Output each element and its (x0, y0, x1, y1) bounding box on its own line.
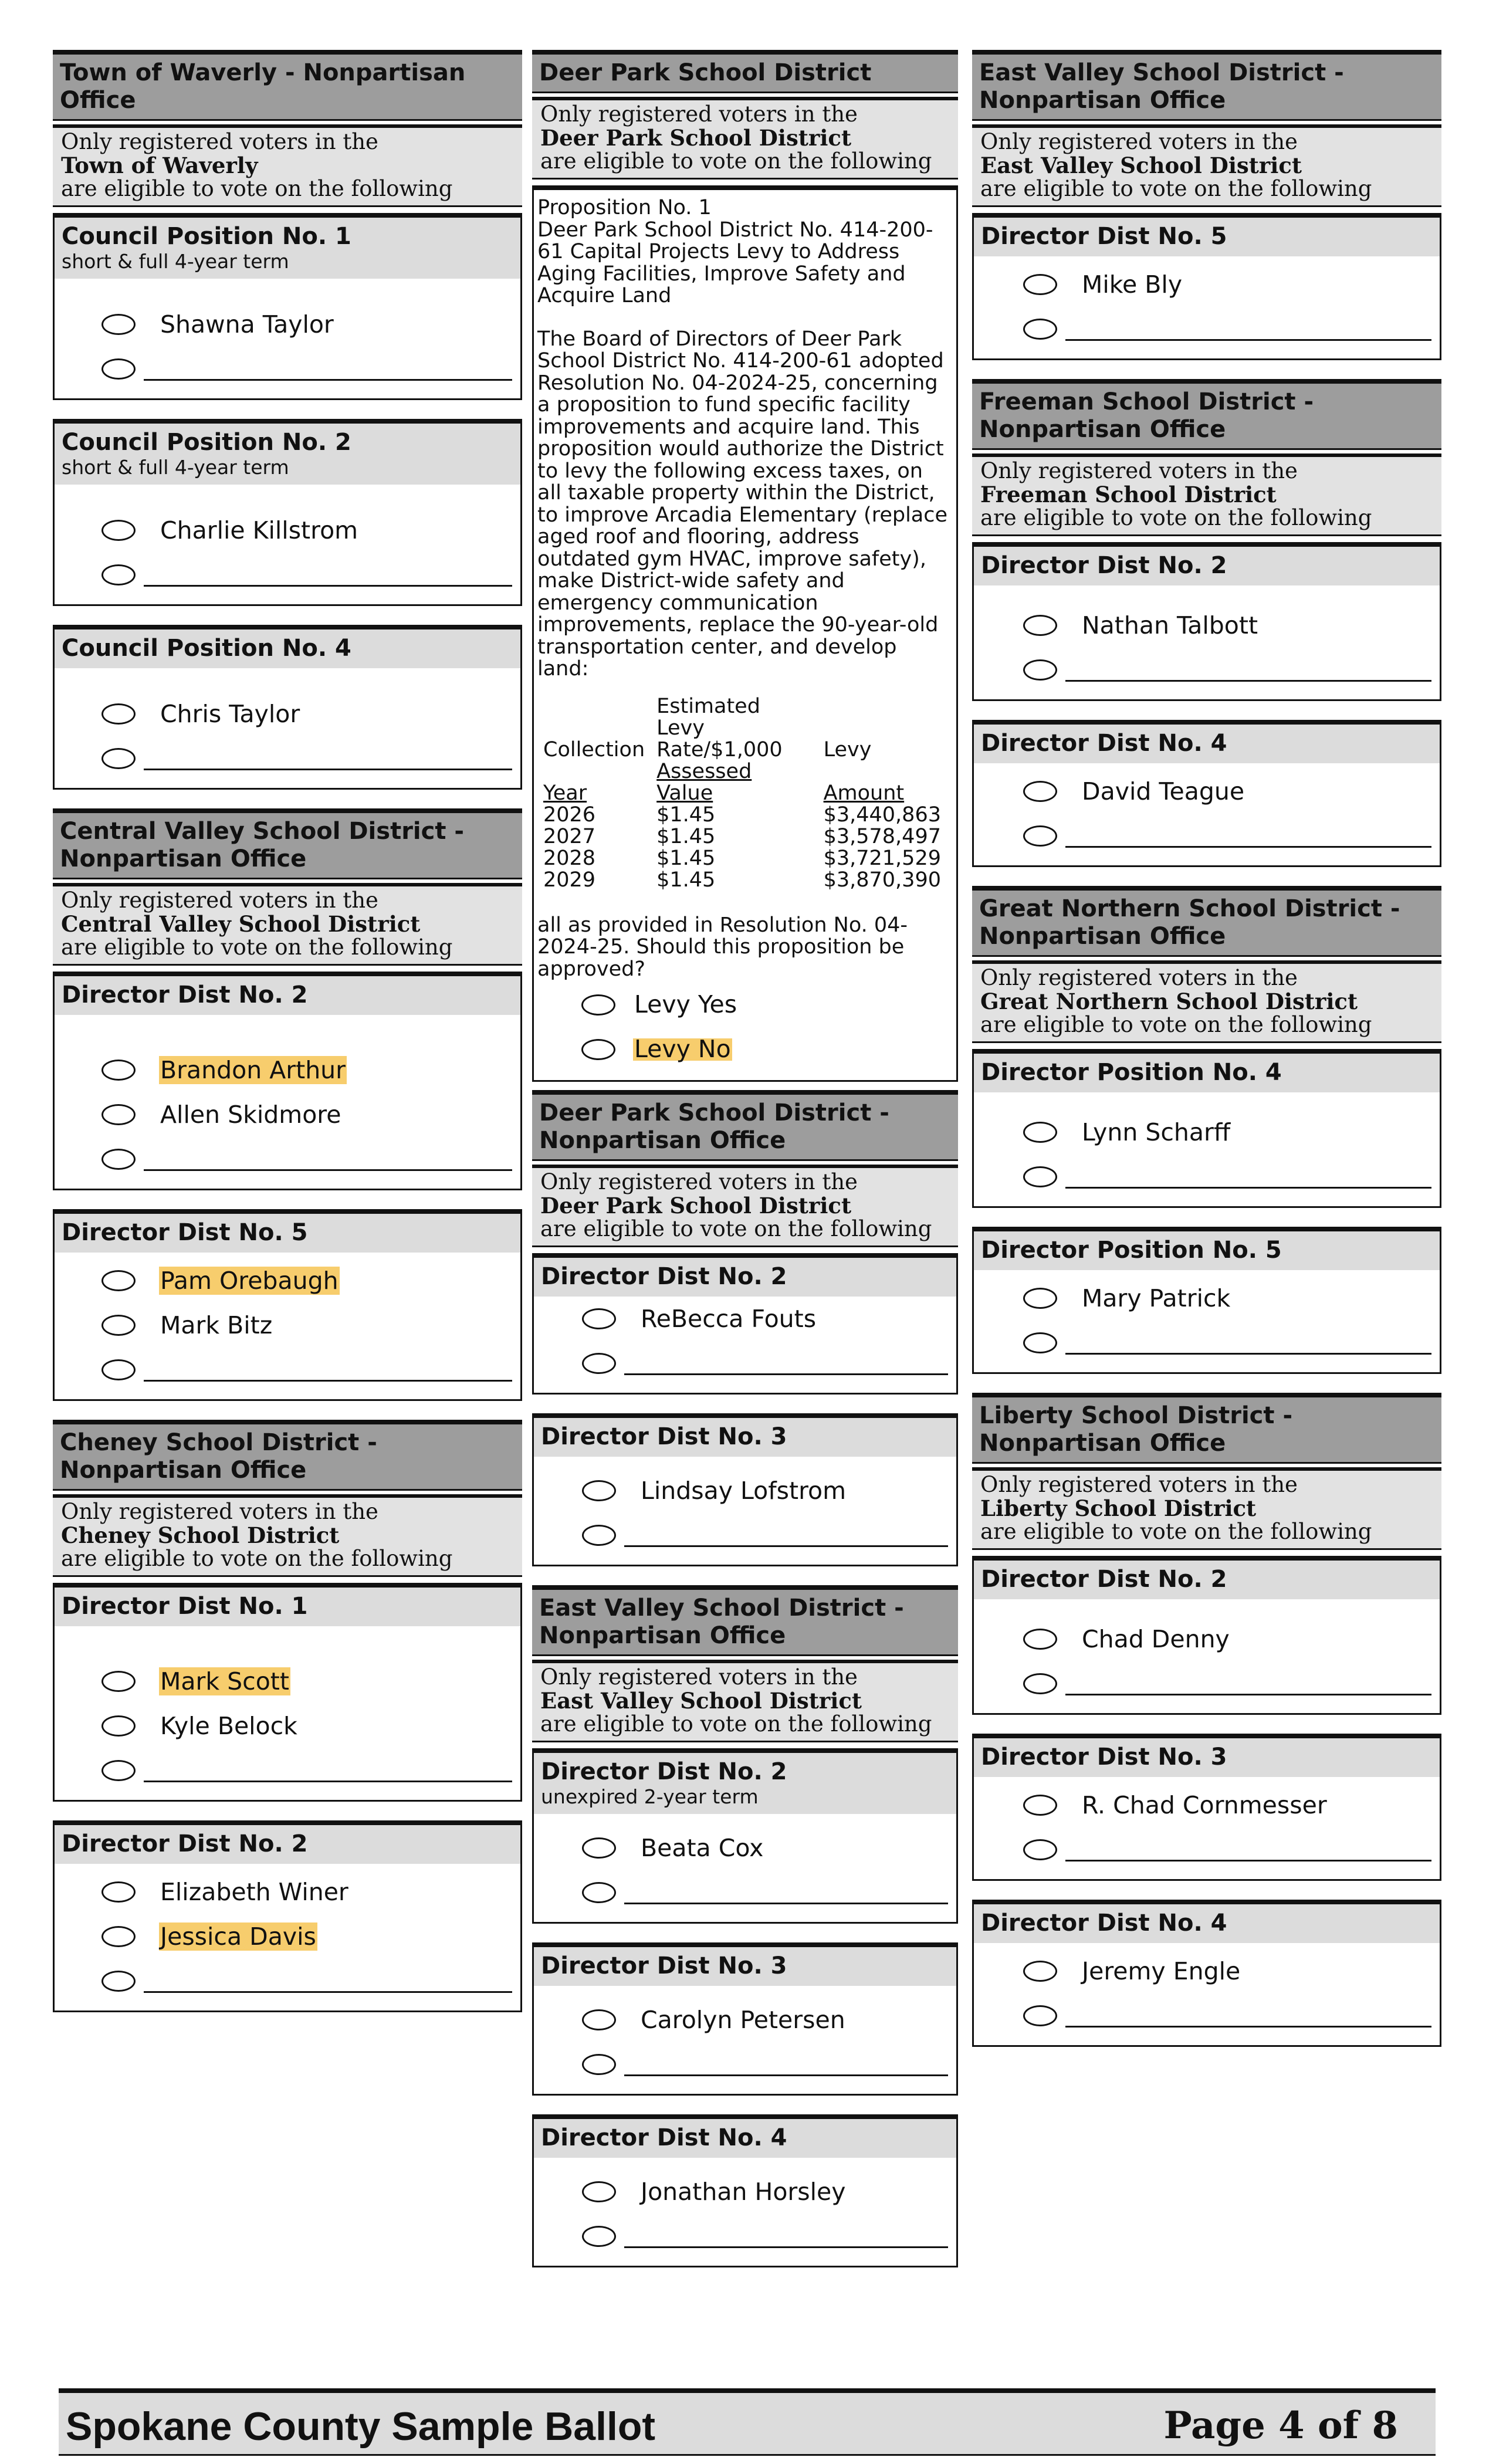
race-director-dist-3 (532, 1942, 958, 2096)
vote-oval[interactable] (582, 2054, 616, 2075)
highlighted-candidate: Brandon Arthur (160, 1056, 346, 1084)
race-director-dist-5 (53, 1209, 522, 1401)
candidate-option[interactable]: Jeremy Engle (982, 1949, 1434, 1993)
candidate-option[interactable]: Elizabeth Winer (63, 1870, 515, 1914)
race-director-dist-3 (972, 1734, 1441, 1881)
write-in-option[interactable] (982, 1155, 1434, 1199)
candidate-option[interactable]: Carolyn Petersen (542, 1998, 950, 2042)
write-in-option[interactable] (63, 347, 515, 391)
race-subtitle: unexpired 2-year term (541, 1785, 759, 1808)
page-number: Page 4 of 8 (1163, 2404, 1398, 2448)
highlighted-candidate: Mark Scott (160, 1667, 289, 1695)
eligibility-notice: Only registered voters in the Town of Waverly are eligible to vote on the following (53, 124, 522, 207)
write-in-option[interactable] (542, 2042, 950, 2087)
race-council-position-4 (53, 625, 522, 790)
vote-oval[interactable] (1023, 1795, 1057, 1816)
vote-oval[interactable] (1023, 1839, 1057, 1860)
section-header: Liberty School District - Nonpartisan Office (972, 1393, 1441, 1464)
vote-oval[interactable] (1023, 1629, 1057, 1650)
proposition-body: The Board of Directors of Deer Park School District No. 414-200-61 adopted Resolution No. 04-2024-25, concerning a proposition to fund specific facility improvements and acquire land. This proposition would authorize the District to levy the following excess taxes, on all taxable property within the District, to improve Arcadia Elementary (replace aged roof and flooring, address outdated gym HVAC, improve safety), make District-wide safety and emergency communication improvements, replace the 90-year-old transportation center, and develop land: (537, 327, 948, 681)
write-in-line[interactable] (144, 585, 512, 587)
write-in-line[interactable] (624, 1903, 948, 1904)
candidate-option[interactable] (63, 1258, 515, 1303)
race-director-dist-5 (972, 213, 1441, 360)
section-header: East Valley School District - Nonpartisan Office (972, 50, 1441, 121)
vote-oval[interactable] (101, 703, 136, 725)
candidate-option[interactable]: David Teague (982, 769, 1434, 814)
vote-oval[interactable] (101, 1270, 136, 1291)
eligibility-notice: Only registered voters in the Deer Park School District are eligible to vote on the following (532, 97, 958, 180)
write-in-line[interactable] (624, 2074, 948, 2076)
write-in-line[interactable] (1065, 1187, 1431, 1189)
candidate-option[interactable]: Mike Bly (982, 262, 1434, 307)
race-director-position-5 (972, 1227, 1441, 1374)
table-row: 2029 $1.45 $3,870,390 (543, 868, 941, 892)
vote-oval[interactable] (1023, 319, 1057, 340)
candidate-option[interactable]: Kyle Belock (63, 1704, 515, 1748)
ballot-column-3 (972, 50, 1441, 2066)
candidate-option[interactable] (63, 1659, 515, 1704)
vote-oval[interactable] (101, 1881, 136, 1903)
race-title: Director Position No. 4 (981, 1059, 1282, 1086)
section-header: Central Valley School District - Nonpartisan Office (53, 808, 522, 879)
race-director-dist-4 (972, 720, 1441, 867)
write-in-line[interactable] (144, 379, 512, 381)
race-title: Director Dist No. 4 (981, 1910, 1227, 1937)
candidate-option[interactable]: Lindsay Lofstrom (542, 1468, 950, 1513)
race-subtitle: short & full 4-year term (62, 250, 289, 273)
levy-yes-option[interactable]: Levy Yes (537, 983, 953, 1027)
vote-oval[interactable] (1023, 1961, 1057, 1982)
table-row: 2026 $1.45 $3,440,863 (543, 803, 941, 827)
section-header: Deer Park School District (532, 50, 958, 93)
eligibility-notice: Only registered voters in the Deer Park School District are eligible to vote on the following (532, 1165, 958, 1247)
vote-oval[interactable] (1023, 615, 1057, 636)
race-title: Council Position No. 2 (62, 429, 351, 456)
race-title: Director Dist No. 4 (981, 730, 1227, 757)
write-in-line[interactable] (144, 1781, 512, 1782)
race-title: Director Dist No. 2 (541, 1263, 787, 1290)
table-row: 2028 $1.45 $3,721,529 (543, 846, 941, 870)
write-in-option[interactable] (63, 1348, 515, 1392)
candidate-option[interactable]: Charlie Killstrom (63, 508, 515, 553)
levy-no-option[interactable] (537, 1027, 953, 1072)
write-in-line[interactable] (1065, 1353, 1431, 1355)
write-in-line[interactable] (144, 1169, 512, 1171)
write-in-line[interactable] (144, 1991, 512, 1993)
race-director-dist-2 (53, 1820, 522, 2012)
vote-oval[interactable] (582, 1353, 616, 1374)
vote-oval[interactable] (101, 358, 136, 380)
section-header: Great Northern School District - Nonpartisan Office (972, 886, 1441, 957)
vote-oval[interactable] (1023, 781, 1057, 802)
candidate-option[interactable]: R. Chad Cornmesser (982, 1783, 1434, 1827)
proposition-name: Deer Park School District No. 414-200-61 Capital Projects Levy to Address Aging Facilities, Improve Safety and Acquire Land (537, 218, 933, 307)
candidate-option[interactable]: Mark Bitz (63, 1303, 515, 1348)
page-footer (59, 2393, 1436, 2456)
write-in-option[interactable] (982, 1993, 1434, 2038)
write-in-line[interactable] (624, 1545, 948, 1547)
vote-oval[interactable] (1023, 274, 1057, 295)
vote-oval[interactable] (1023, 1673, 1057, 1694)
write-in-line[interactable] (1065, 846, 1431, 848)
section-header: Cheney School District - Nonpartisan Office (53, 1420, 522, 1491)
candidate-option[interactable]: Nathan Talbott (982, 603, 1434, 648)
race-title: Director Dist No. 5 (62, 1219, 308, 1246)
eligibility-notice: Only registered voters in the Great Northern School District are eligible to vote on the following (972, 960, 1441, 1043)
write-in-line[interactable] (1065, 2026, 1431, 2028)
vote-oval[interactable] (582, 1308, 616, 1329)
vote-oval[interactable] (101, 564, 136, 585)
vote-oval[interactable] (101, 1760, 136, 1781)
vote-oval[interactable] (101, 1715, 136, 1737)
race-title: Director Dist No. 5 (981, 223, 1227, 250)
race-title: Director Dist No. 2 (62, 1830, 308, 1857)
write-in-line[interactable] (1065, 1694, 1431, 1695)
vote-oval[interactable] (101, 1971, 136, 1992)
vote-oval[interactable] (582, 2226, 616, 2247)
eligibility-notice: Only registered voters in the Cheney School District are eligible to vote on the following (53, 1494, 522, 1577)
candidate-option[interactable]: Mary Patrick (982, 1276, 1434, 1321)
proposition-question: all as provided in Resolution No. 04-2024-25. Should this proposition be approved? (537, 913, 908, 981)
table-row: 2027 $1.45 $3,578,497 (543, 824, 941, 848)
vote-oval[interactable] (101, 314, 136, 335)
race-title: Director Dist No. 2 (62, 981, 308, 1008)
section-header: Deer Park School District - Nonpartisan Office (532, 1090, 958, 1161)
candidate-option[interactable]: Jonathan Horsley (542, 2169, 950, 2214)
vote-oval[interactable] (101, 520, 136, 541)
vote-oval[interactable] (1023, 1288, 1057, 1309)
race-title: Director Dist No. 4 (541, 2124, 787, 2151)
vote-oval[interactable] (101, 1060, 136, 1081)
section-header: Town of Waverly - Nonpartisan Office (53, 50, 522, 121)
vote-oval[interactable] (582, 2009, 616, 2030)
race-council-position-1 (53, 213, 522, 400)
write-in-line[interactable] (1065, 680, 1431, 682)
vote-oval[interactable] (582, 1525, 616, 1546)
race-title: Director Dist No. 1 (62, 1593, 308, 1620)
vote-oval[interactable] (582, 2181, 616, 2202)
race-director-dist-2 (53, 972, 522, 1190)
write-in-option[interactable] (542, 1870, 950, 1915)
race-title: Director Dist No. 2 (981, 1566, 1227, 1593)
ballot-column-1 (53, 50, 522, 2031)
race-director-position-4 (972, 1049, 1441, 1208)
eligibility-notice: Only registered voters in the Liberty School District are eligible to vote on the following (972, 1467, 1441, 1550)
vote-oval[interactable] (101, 1926, 136, 1947)
highlighted-candidate: Pam Orebaugh (160, 1267, 339, 1295)
vote-oval[interactable] (582, 1882, 616, 1903)
candidate-option[interactable]: Beata Cox (542, 1826, 950, 1870)
write-in-option[interactable] (63, 1959, 515, 2003)
vote-oval[interactable] (582, 1837, 616, 1859)
candidate-option[interactable]: Allen Skidmore (63, 1092, 515, 1137)
ballot-column-2 (532, 50, 958, 2286)
ballot-title: Spokane County Sample Ballot (66, 2404, 656, 2449)
candidate-option[interactable]: Lynn Scharff (982, 1110, 1434, 1155)
eligibility-notice: Only registered voters in the Central Valley School District are eligible to vote on the following (53, 883, 522, 966)
write-in-option[interactable] (982, 1321, 1434, 1365)
vote-oval[interactable] (1023, 1332, 1057, 1353)
write-in-option[interactable] (63, 553, 515, 597)
vote-oval[interactable] (101, 1359, 136, 1380)
candidate-option[interactable] (63, 1914, 515, 1959)
write-in-option[interactable] (982, 814, 1434, 858)
write-in-line[interactable] (1065, 1860, 1431, 1861)
race-title: Council Position No. 4 (62, 635, 351, 662)
race-director-dist-4 (532, 2114, 958, 2267)
write-in-option[interactable] (982, 1661, 1434, 1706)
write-in-option[interactable] (542, 2214, 950, 2259)
candidate-option[interactable]: ReBecca Fouts (542, 1297, 950, 1341)
write-in-option[interactable] (63, 1748, 515, 1793)
race-director-dist-2 (972, 542, 1441, 701)
section-header: East Valley School District - Nonpartisan Office (532, 1585, 958, 1656)
race-director-dist-2-unexpired (532, 1748, 958, 1924)
vote-oval[interactable] (1023, 659, 1057, 681)
vote-oval[interactable] (582, 1480, 616, 1501)
race-title: Director Dist No. 3 (981, 1744, 1227, 1771)
write-in-option[interactable] (63, 1137, 515, 1182)
proposition-heading: Proposition No. 1 (537, 196, 712, 219)
vote-oval[interactable] (101, 1104, 136, 1125)
vote-oval[interactable] (101, 1315, 136, 1336)
write-in-option[interactable] (542, 1513, 950, 1558)
race-director-dist-1 (53, 1583, 522, 1802)
highlighted-option: Levy No (634, 1035, 731, 1064)
eligibility-notice: Only registered voters in the East Valley School District are eligible to vote on the following (532, 1660, 958, 1742)
write-in-option[interactable] (542, 1341, 950, 1386)
write-in-option[interactable] (982, 307, 1434, 351)
candidate-option[interactable]: Chad Denny (982, 1617, 1434, 1661)
race-director-dist-4 (972, 1900, 1441, 2047)
vote-oval[interactable] (581, 994, 615, 1016)
write-in-line[interactable] (624, 2246, 948, 2248)
race-council-position-2 (53, 419, 522, 606)
levy-table: Estimated Levy Collection Rate/$1,000 Levy Year Assessed Value Amount 2026 $1.45 $3,440,863 2027 $1.45 $3,578,497 2028 $1.45 $3,721,529 2029 $1.45 $3,870,390 (543, 696, 953, 891)
candidate-option[interactable]: Chris Taylor (63, 692, 515, 736)
race-director-dist-3 (532, 1413, 958, 1566)
highlighted-candidate: Jessica Davis (160, 1923, 316, 1951)
proposition-1 (532, 185, 958, 1082)
write-in-line[interactable] (624, 1373, 948, 1375)
race-director-dist-2 (972, 1556, 1441, 1715)
vote-oval[interactable] (101, 1671, 136, 1692)
write-in-option[interactable] (982, 648, 1434, 692)
race-title: Council Position No. 1 (62, 223, 351, 250)
section-header: Freeman School District - Nonpartisan Office (972, 379, 1441, 450)
race-title: Director Dist No. 2 (981, 552, 1227, 579)
eligibility-notice: Only registered voters in the East Valley School District are eligible to vote on the following (972, 124, 1441, 207)
write-in-option[interactable] (982, 1827, 1434, 1872)
write-in-line[interactable] (144, 769, 512, 770)
race-title: Director Position No. 5 (981, 1237, 1282, 1264)
vote-oval[interactable] (1023, 1166, 1057, 1187)
race-title: Director Dist No. 3 (541, 1952, 787, 1979)
vote-oval[interactable] (101, 748, 136, 769)
vote-oval[interactable] (1023, 825, 1057, 847)
race-title: Director Dist No. 3 (541, 1423, 787, 1450)
write-in-line[interactable] (1065, 339, 1431, 341)
vote-oval[interactable] (1023, 2005, 1057, 2026)
race-title: Director Dist No. 2 (541, 1758, 787, 1785)
vote-oval[interactable] (1023, 1122, 1057, 1143)
race-director-dist-2 (532, 1253, 958, 1395)
write-in-option[interactable] (63, 736, 515, 781)
vote-oval[interactable] (101, 1149, 136, 1170)
footer-rule (59, 2388, 1436, 2393)
candidate-option[interactable]: Shawna Taylor (63, 302, 515, 347)
race-subtitle: short & full 4-year term (62, 456, 289, 479)
write-in-line[interactable] (144, 1380, 512, 1382)
candidate-option[interactable] (63, 1048, 515, 1092)
vote-oval[interactable] (581, 1039, 615, 1060)
eligibility-notice: Only registered voters in the Freeman School District are eligible to vote on the following (972, 453, 1441, 536)
